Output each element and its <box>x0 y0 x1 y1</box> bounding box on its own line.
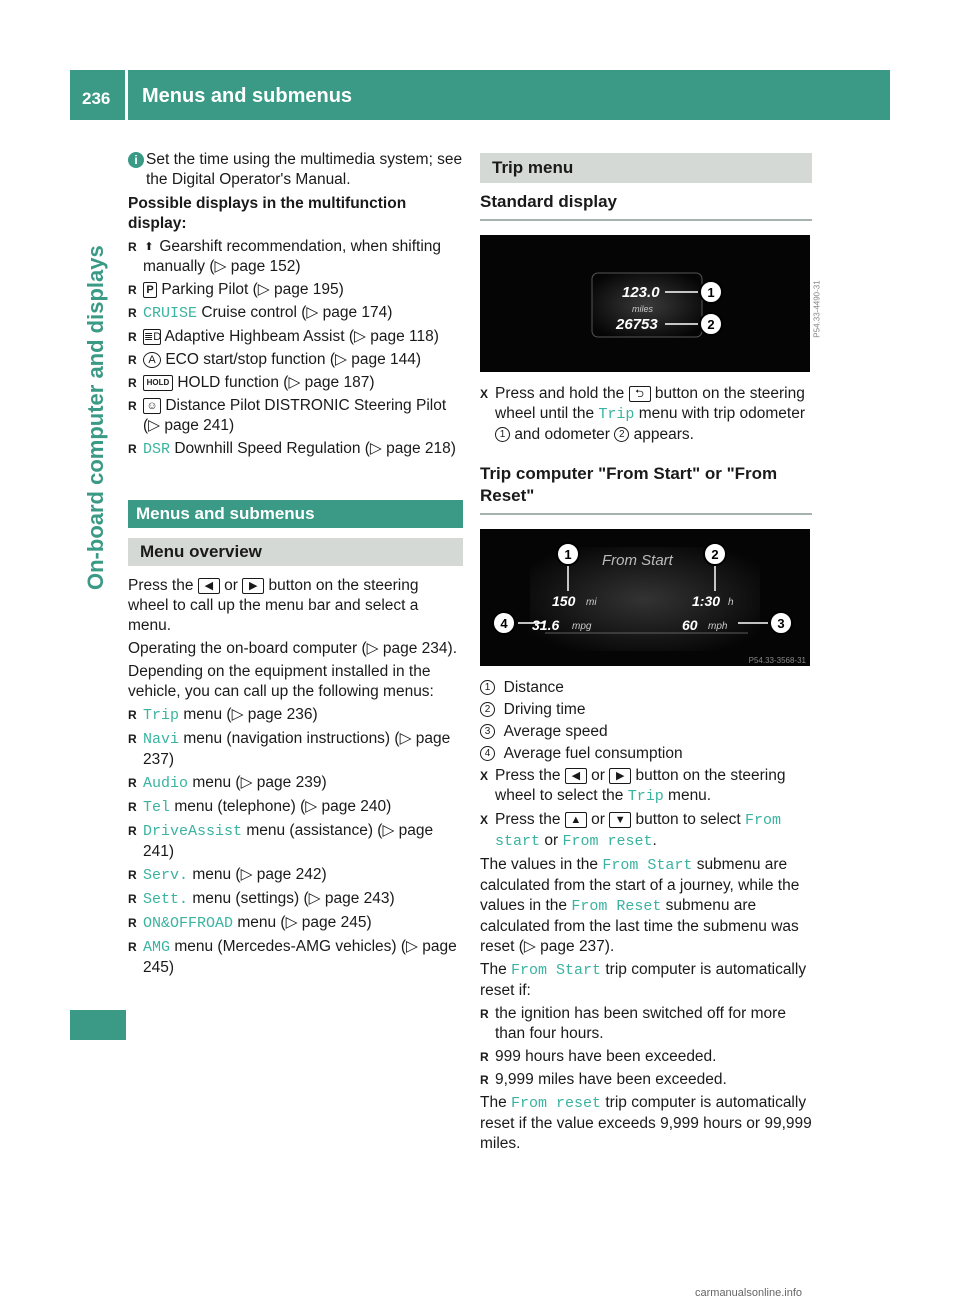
list-item: 1 Distance <box>480 678 812 698</box>
odometer-value: 26753 <box>616 316 658 333</box>
callout-legend <box>480 678 812 764</box>
list-item: R P Parking Pilot (▷ page 195) <box>128 280 463 300</box>
distance-value: 150 <box>552 593 576 609</box>
list-item: R ☺ Distance Pilot DISTRONIC Steering Pilot (▷ page 241) <box>128 396 463 436</box>
svg-text:3: 3 <box>777 616 785 631</box>
list-item: R Tel menu (telephone) (▷ page 240) <box>128 797 463 818</box>
possible-displays-heading: Possible displays in the multifunction display: <box>128 195 407 232</box>
menus-list <box>128 705 463 978</box>
image-code: P54.33-4490-31 <box>812 280 822 338</box>
steps-list-2 <box>480 766 812 852</box>
trip-computer-image <box>480 529 810 666</box>
footer-url: carmanualsonline.info <box>695 1287 803 1299</box>
callout-1-icon: 1 <box>480 680 495 695</box>
list-item: R Serv. menu (▷ page 242) <box>128 865 463 886</box>
left-arrow-icon: ◀ <box>565 768 587 784</box>
svg-text:1: 1 <box>707 285 715 300</box>
reset-conditions-list <box>480 1004 812 1090</box>
callout-2-icon: 2 <box>480 702 495 717</box>
right-column <box>480 153 822 1157</box>
list-item: R CRUISE Cruise control (▷ page 174) <box>128 303 463 324</box>
parking-pilot-icon: P <box>143 282 157 298</box>
section-title: Menus and submenus <box>128 500 463 528</box>
distance-pilot-icon: ☺ <box>143 398 161 414</box>
list-item: R ≣D Adaptive Highbeam Assist (▷ page 118) <box>128 327 463 347</box>
steps-list-1 <box>480 384 812 445</box>
list-item: R ⬆ Gearshift recommendation, when shifting manually (▷ page 152) <box>128 237 463 277</box>
highbeam-icon: ≣D <box>144 330 162 343</box>
right-arrow-icon: ▶ <box>609 768 631 784</box>
info-icon: i <box>128 152 144 168</box>
speed-unit: mph <box>708 621 728 632</box>
trip-computer-svg <box>480 529 810 666</box>
menu-paragraph-2: Operating the on-board computer (▷ page 234). <box>128 640 458 657</box>
list-item: R Audio menu (▷ page 239) <box>128 773 463 794</box>
list-item: R 9,999 miles have been exceeded. <box>480 1070 812 1090</box>
list-item: 3 Average speed <box>480 722 812 742</box>
svg-text:4: 4 <box>500 616 508 631</box>
trip-odometer-unit: miles <box>632 304 654 314</box>
list-item: R DriveAssist menu (assistance) (▷ page 241) <box>128 821 463 862</box>
list-item: R Trip menu (▷ page 236) <box>128 705 463 726</box>
dsr-code: DSR <box>143 441 171 458</box>
callout-2-icon: 2 <box>614 427 629 442</box>
step-item: X Press the ▲ or ▼ button to select From start or From reset. <box>480 810 812 852</box>
header-title: Menus and submenus <box>142 85 353 107</box>
back-icon: ⮌ <box>629 386 651 402</box>
gearshift-icon: ⬆ <box>144 240 154 253</box>
list-item: R A ECO start/stop function (▷ page 144) <box>128 350 463 370</box>
trip-menu-title: Trip menu <box>480 153 812 183</box>
callout-3-icon: 3 <box>480 724 495 739</box>
list-item: R AMG menu (Mercedes-AMG vehicles) (▷ page 245) <box>128 937 463 978</box>
svg-text:2: 2 <box>707 317 715 332</box>
time-value: 1:30 <box>692 593 721 609</box>
list-item: R DSR Downhill Speed Regulation (▷ page 218) <box>128 439 463 460</box>
right-arrow-icon: ▶ <box>242 578 264 594</box>
menu-paragraph-1: Press the ◀ or ▶ button on the steering wheel to call up the menu bar and select a menu. <box>128 577 419 634</box>
fuel-value: 31.6 <box>532 617 560 633</box>
up-arrow-icon: ▲ <box>565 812 587 828</box>
down-arrow-icon: ▼ <box>609 812 631 828</box>
list-item: 4 Average fuel consumption <box>480 744 812 764</box>
trip-computer-title: Trip computer "From Start" or "From Reset" <box>480 463 812 515</box>
time-unit: h <box>728 597 734 608</box>
callout-1-icon: 1 <box>495 427 510 442</box>
info-note: i Set the time using the multimedia system; see the Digital Operator's Manual. <box>128 150 463 190</box>
fuel-unit: mpg <box>572 621 592 632</box>
step-item: X Press the ◀ or ▶ button on the steering wheel to select the Trip menu. <box>480 766 812 807</box>
displays-list <box>128 237 463 460</box>
callout-4-icon: 4 <box>480 746 495 761</box>
distance-unit: mi <box>586 597 597 608</box>
page-number: 236 <box>82 89 111 108</box>
header-separator <box>125 70 128 120</box>
auto-reset-paragraph: The From Start trip computer is automatically reset if: <box>480 961 807 999</box>
standard-display-image <box>480 235 822 372</box>
speed-value: 60 <box>682 617 698 633</box>
svg-text:2: 2 <box>711 547 719 562</box>
list-item: R 999 hours have been exceeded. <box>480 1047 812 1067</box>
menu-paragraph-3: Depending on the equipment installed in the vehicle, you can call up the following menus: <box>128 663 434 700</box>
svg-text:1: 1 <box>564 547 572 562</box>
step-item: X Press and hold the ⮌ button on the steering wheel until the Trip menu with trip odometer 1 and odometer 2 appears. <box>480 384 812 445</box>
left-column <box>128 150 463 981</box>
standard-display-title: Standard display <box>480 191 812 221</box>
from-start-label: From Start <box>602 552 673 569</box>
list-item: 2 Driving time <box>480 700 812 720</box>
list-item: R Sett. menu (settings) (▷ page 243) <box>128 889 463 910</box>
image-code-2: P54.33-3568-31 <box>748 656 806 665</box>
side-bar-green <box>70 1010 126 1040</box>
list-item: R Navi menu (navigation instructions) (▷ page 237) <box>128 729 463 770</box>
list-item: R ON&OFFROAD menu (▷ page 245) <box>128 913 463 934</box>
from-reset-paragraph: The From reset trip computer is automatically reset if the value exceeds 9,999 hours or 99,999 miles. <box>480 1094 812 1152</box>
menu-overview-title: Menu overview <box>128 538 463 566</box>
eco-icon: A <box>143 352 161 368</box>
side-title: On-board computer and displays <box>83 245 108 590</box>
trip-odometer-value: 123.0 <box>622 284 660 301</box>
hold-icon: HOLD <box>143 375 173 391</box>
list-item: R HOLD HOLD function (▷ page 187) <box>128 373 463 393</box>
left-arrow-icon: ◀ <box>198 578 220 594</box>
list-item: R the ignition has been switched off for more than four hours. <box>480 1004 812 1044</box>
cruise-code: CRUISE <box>143 305 198 322</box>
values-paragraph: The values in the From Start submenu are calculated from the start of a journey, while the values in the From Reset submenu are calculated from the last time the submenu was reset (▷ page 237). <box>480 856 800 955</box>
